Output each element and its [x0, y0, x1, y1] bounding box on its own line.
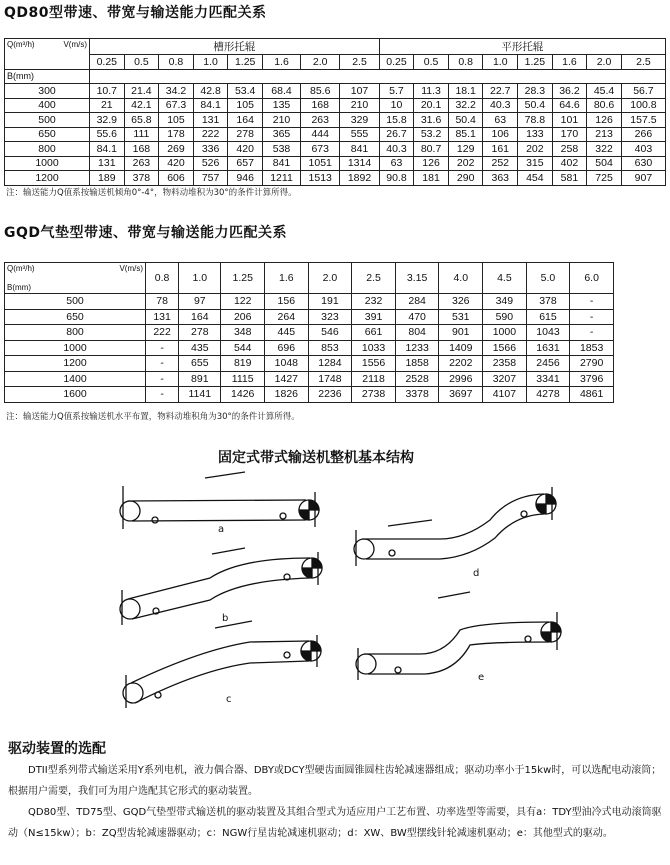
capacity-cell: 181 — [414, 171, 449, 186]
belt-width-cell: 500 — [5, 113, 90, 128]
capacity-cell: 28.3 — [518, 84, 553, 99]
capacity-cell: 263 — [301, 113, 340, 128]
capacity-cell: 1048 — [265, 356, 309, 372]
capacity-cell: 1853 — [570, 340, 614, 356]
capacity-cell: 64.6 — [552, 98, 587, 113]
capacity-cell: 661 — [352, 325, 396, 341]
capacity-cell: 1748 — [308, 371, 352, 387]
speed-header: 2.5 — [621, 55, 665, 70]
speed-header: 2.0 — [308, 263, 352, 294]
capacity-cell: 3341 — [526, 371, 570, 387]
capacity-cell: 84.1 — [90, 142, 125, 157]
capacity-cell: 1826 — [265, 387, 309, 403]
capacity-cell: 135 — [262, 98, 300, 113]
speed-header: 0.8 — [159, 55, 194, 70]
capacity-cell: 2202 — [439, 356, 483, 372]
capacity-cell: 630 — [621, 156, 665, 171]
speed-header: 1.6 — [262, 55, 300, 70]
speed-header: 2.0 — [587, 55, 622, 70]
capacity-cell: 1409 — [439, 340, 483, 356]
belt-width-cell: 1400 — [5, 371, 146, 387]
capacity-cell: 131 — [193, 113, 228, 128]
speed-header: 2.5 — [352, 263, 396, 294]
capacity-cell: 581 — [552, 171, 587, 186]
capacity-cell: 531 — [439, 309, 483, 325]
belt-width-cell: 1600 — [5, 387, 146, 403]
capacity-cell: 315 — [518, 156, 553, 171]
capacity-cell: 3378 — [395, 387, 439, 403]
belt-width-cell: 300 — [5, 84, 90, 99]
drive-paragraph-2: QD80型、TD75型、GQD气垫型带式输送机的驱动装置及其组合型式为适应用户工艺布置、功率选型等需要，具有a：TDY型油冷式电动滚筒驱动（N≤15kw）；b：ZQ型齿轮减速器驱动；c：NGW行星齿轮减速机驱动；d：XW、BW型摆线针轮减速机驱动；e：其他型式的驱动。 — [8, 807, 662, 839]
capacity-cell: 131 — [146, 309, 179, 325]
capacity-cell: 538 — [262, 142, 300, 157]
belt-width-cell: 650 — [5, 127, 90, 142]
capacity-cell: 78.8 — [518, 113, 553, 128]
capacity-cell: 946 — [228, 171, 263, 186]
capacity-cell: 278 — [179, 325, 221, 341]
capacity-cell: 11.3 — [414, 84, 449, 99]
capacity-cell: 126 — [587, 113, 622, 128]
capacity-cell: 1115 — [221, 371, 265, 387]
diagram-label-d: d — [473, 568, 480, 579]
capacity-cell: 891 — [179, 371, 221, 387]
capacity-cell: 420 — [159, 156, 194, 171]
capacity-cell: 80.6 — [587, 98, 622, 113]
capacity-cell: 40.3 — [483, 98, 518, 113]
belt-width-cell: 1200 — [5, 171, 90, 186]
capacity-cell: 178 — [159, 127, 194, 142]
belt-width-cell: 400 — [5, 98, 90, 113]
capacity-cell: - — [570, 325, 614, 341]
capacity-cell: 22.7 — [483, 84, 518, 99]
capacity-cell: 80.7 — [414, 142, 449, 157]
capacity-cell: 122 — [221, 294, 265, 310]
capacity-cell: - — [570, 309, 614, 325]
capacity-cell: 26.7 — [379, 127, 414, 142]
capacity-cell: 157.5 — [621, 113, 665, 128]
capacity-cell: 1566 — [483, 340, 527, 356]
drive-title: 驱动装置的选配 — [8, 741, 106, 757]
capacity-cell: 164 — [179, 309, 221, 325]
capacity-cell: 1211 — [262, 171, 300, 186]
capacity-cell: 1284 — [308, 356, 352, 372]
capacity-cell: 555 — [340, 127, 379, 142]
capacity-cell: 4861 — [570, 387, 614, 403]
capacity-cell: 673 — [301, 142, 340, 157]
capacity-cell: 657 — [228, 156, 263, 171]
capacity-cell: 1051 — [301, 156, 340, 171]
capacity-cell: 129 — [448, 142, 483, 157]
capacity-cell: 329 — [340, 113, 379, 128]
capacity-cell: - — [146, 387, 179, 403]
capacity-cell: 97 — [179, 294, 221, 310]
group-trough-header: 槽形托辊 — [90, 39, 380, 55]
capacity-cell: 42.8 — [193, 84, 228, 99]
capacity-cell: 18.1 — [448, 84, 483, 99]
speed-header: 2.0 — [301, 55, 340, 70]
diagram-label-b: b — [222, 613, 229, 624]
capacity-cell: 1892 — [340, 171, 379, 186]
capacity-cell: 269 — [159, 142, 194, 157]
capacity-cell: 222 — [146, 325, 179, 341]
speed-header: 1.6 — [265, 263, 309, 294]
capacity-cell: 2528 — [395, 371, 439, 387]
capacity-cell: 403 — [621, 142, 665, 157]
capacity-cell: 100.8 — [621, 98, 665, 113]
capacity-cell: 34.2 — [159, 84, 194, 99]
table2-title: GQD气垫型带速、带宽与输送能力匹配关系 — [4, 225, 288, 241]
conveyor-diagram-e — [356, 592, 561, 680]
speed-header: 0.8 — [448, 55, 483, 70]
capacity-cell: 50.4 — [518, 98, 553, 113]
speed-header: 6.0 — [570, 263, 614, 294]
table1-note: 注：输送能力Q值系按输送机倾角0°-4°，物料动堆积为30°的条件计算所得。 — [6, 188, 297, 198]
capacity-cell: 202 — [448, 156, 483, 171]
capacity-cell: 2456 — [526, 356, 570, 372]
capacity-cell: 420 — [228, 142, 263, 157]
capacity-cell: 504 — [587, 156, 622, 171]
capacity-cell: 126 — [414, 156, 449, 171]
header-b-label: B(mm) — [7, 283, 31, 292]
capacity-cell: 133 — [518, 127, 553, 142]
capacity-cell: 32.2 — [448, 98, 483, 113]
speed-header: 1.25 — [228, 55, 263, 70]
capacity-cell: 1033 — [352, 340, 396, 356]
diagram-label-e: e — [478, 672, 485, 683]
capacity-cell: 53.2 — [414, 127, 449, 142]
capacity-cell: 85.1 — [448, 127, 483, 142]
drive-paragraph-1: DTII型系列带式输送采用Y系列电机，液力偶合器、DBY或DCY型硬齿面圆锥圆柱齿轮减速器组成；驱动功率小于15kw时，可以选配电动滚筒；根据用户需要，我们可为用户选配其它形式的驱动装置。 — [8, 765, 662, 797]
capacity-cell: 435 — [179, 340, 221, 356]
capacity-cell: 15.8 — [379, 113, 414, 128]
capacity-cell: 105 — [159, 113, 194, 128]
capacity-cell: 50.4 — [448, 113, 483, 128]
belt-width-cell: 1000 — [5, 340, 146, 356]
speed-header: 0.5 — [124, 55, 159, 70]
capacity-cell: 391 — [352, 309, 396, 325]
header-v-label: V(m/s) — [63, 40, 87, 49]
capacity-cell: - — [146, 371, 179, 387]
capacity-cell: 323 — [308, 309, 352, 325]
capacity-cell: 210 — [340, 98, 379, 113]
capacity-cell: 1314 — [340, 156, 379, 171]
header-q-label: Q(m³/h) — [7, 264, 35, 273]
capacity-cell: 20.1 — [414, 98, 449, 113]
capacity-cell: 326 — [439, 294, 483, 310]
capacity-cell: 804 — [395, 325, 439, 341]
capacity-cell: 191 — [308, 294, 352, 310]
belt-width-cell: 500 — [5, 294, 146, 310]
capacity-cell: 168 — [301, 98, 340, 113]
belt-width-cell: 800 — [5, 142, 90, 157]
capacity-cell: 757 — [193, 171, 228, 186]
capacity-cell: 2118 — [352, 371, 396, 387]
capacity-cell: 4107 — [483, 387, 527, 403]
capacity-cell: 1043 — [526, 325, 570, 341]
capacity-cell: 156 — [265, 294, 309, 310]
capacity-cell: - — [146, 340, 179, 356]
capacity-cell: 105 — [228, 98, 263, 113]
capacity-cell: 101 — [552, 113, 587, 128]
capacity-cell: 349 — [483, 294, 527, 310]
capacity-cell: 2358 — [483, 356, 527, 372]
capacity-cell: 55.6 — [90, 127, 125, 142]
capacity-cell: 655 — [179, 356, 221, 372]
capacity-cell: 4278 — [526, 387, 570, 403]
capacity-cell: 3207 — [483, 371, 527, 387]
capacity-cell: 445 — [265, 325, 309, 341]
capacity-cell: 546 — [308, 325, 352, 341]
capacity-cell: 189 — [90, 171, 125, 186]
capacity-cell: 45.4 — [587, 84, 622, 99]
capacity-cell: 365 — [262, 127, 300, 142]
capacity-cell: 278 — [228, 127, 263, 142]
capacity-cell: 725 — [587, 171, 622, 186]
capacity-cell: 68.4 — [262, 84, 300, 99]
capacity-cell: - — [570, 294, 614, 310]
capacity-cell: 470 — [395, 309, 439, 325]
capacity-cell: 402 — [552, 156, 587, 171]
speed-header: 3.15 — [395, 263, 439, 294]
capacity-cell: 164 — [228, 113, 263, 128]
capacity-cell: 258 — [552, 142, 587, 157]
capacity-cell: 348 — [221, 325, 265, 341]
speed-header: 0.8 — [146, 263, 179, 294]
speed-header: 0.25 — [379, 55, 414, 70]
capacity-cell: 841 — [340, 142, 379, 157]
speed-header: 2.5 — [340, 55, 379, 70]
capacity-cell: 213 — [587, 127, 622, 142]
width-column-label: B(mm) — [5, 69, 90, 84]
structure-title: 固定式带式输送机整机基本结构 — [218, 450, 414, 466]
capacity-cell: 210 — [262, 113, 300, 128]
belt-width-cell: 1200 — [5, 356, 146, 372]
capacity-cell: 266 — [621, 127, 665, 142]
belt-width-cell: 1000 — [5, 156, 90, 171]
capacity-cell: 1858 — [395, 356, 439, 372]
capacity-cell: 10 — [379, 98, 414, 113]
capacity-cell: 841 — [262, 156, 300, 171]
capacity-cell: 161 — [483, 142, 518, 157]
capacity-cell: 40.3 — [379, 142, 414, 157]
capacity-cell: 111 — [124, 127, 159, 142]
capacity-cell: 78 — [146, 294, 179, 310]
capacity-cell: 901 — [439, 325, 483, 341]
capacity-cell: 444 — [301, 127, 340, 142]
capacity-cell: 1233 — [395, 340, 439, 356]
capacity-cell: 131 — [90, 156, 125, 171]
capacity-cell: 168 — [124, 142, 159, 157]
capacity-cell: 3796 — [570, 371, 614, 387]
capacity-cell: 819 — [221, 356, 265, 372]
speed-header: 5.0 — [526, 263, 570, 294]
capacity-cell: 606 — [159, 171, 194, 186]
capacity-cell: 107 — [340, 84, 379, 99]
speed-header: 0.5 — [414, 55, 449, 70]
capacity-cell: 2790 — [570, 356, 614, 372]
capacity-cell: 907 — [621, 171, 665, 186]
capacity-cell: 65.8 — [124, 113, 159, 128]
capacity-cell: 290 — [448, 171, 483, 186]
capacity-cell: 90.8 — [379, 171, 414, 186]
capacity-cell: 454 — [518, 171, 553, 186]
speed-header: 1.25 — [518, 55, 553, 70]
capacity-cell: 1426 — [221, 387, 265, 403]
speed-header: 1.0 — [193, 55, 228, 70]
table2-note: 注：输送能力Q值系按输送机水平布置，物料动堆积角为30°的条件计算所得。 — [6, 412, 300, 422]
capacity-cell: 1141 — [179, 387, 221, 403]
capacity-cell: 21 — [90, 98, 125, 113]
conveyor-diagram-b — [120, 548, 322, 625]
capacity-cell: 85.6 — [301, 84, 340, 99]
conveyor-diagram-c — [123, 621, 321, 708]
capacity-cell: 206 — [221, 309, 265, 325]
capacity-cell: 526 — [193, 156, 228, 171]
capacity-cell: 544 — [221, 340, 265, 356]
speed-header: 1.6 — [552, 55, 587, 70]
capacity-cell: 232 — [352, 294, 396, 310]
capacity-cell: 615 — [526, 309, 570, 325]
speed-header: 1.0 — [179, 263, 221, 294]
capacity-cell: 1556 — [352, 356, 396, 372]
capacity-cell: 378 — [526, 294, 570, 310]
capacity-cell: 67.3 — [159, 98, 194, 113]
capacity-cell: 63 — [379, 156, 414, 171]
capacity-cell: 63 — [483, 113, 518, 128]
capacity-cell: 1513 — [301, 171, 340, 186]
capacity-cell: 56.7 — [621, 84, 665, 99]
diagram-label-c: c — [226, 694, 232, 705]
capacity-cell: 363 — [483, 171, 518, 186]
speed-header: 1.0 — [483, 55, 518, 70]
capacity-cell: 202 — [518, 142, 553, 157]
capacity-cell: 36.2 — [552, 84, 587, 99]
header-q-label: Q(m³/h) — [7, 40, 35, 49]
capacity-cell: 263 — [124, 156, 159, 171]
capacity-cell: 53.4 — [228, 84, 263, 99]
capacity-cell: 21.4 — [124, 84, 159, 99]
capacity-cell: 853 — [308, 340, 352, 356]
conveyor-diagram-d — [354, 487, 556, 566]
capacity-cell: 252 — [483, 156, 518, 171]
belt-width-cell: 650 — [5, 309, 146, 325]
capacity-cell: 336 — [193, 142, 228, 157]
diagram-label-a: a — [218, 524, 225, 535]
capacity-cell: 284 — [395, 294, 439, 310]
conveyor-diagram-a — [120, 472, 319, 529]
speed-header: 4.5 — [483, 263, 527, 294]
speed-header: 4.0 — [439, 263, 483, 294]
capacity-cell: 31.6 — [414, 113, 449, 128]
capacity-cell: 42.1 — [124, 98, 159, 113]
capacity-cell: 32.9 — [90, 113, 125, 128]
belt-width-cell: 800 — [5, 325, 146, 341]
capacity-cell: 264 — [265, 309, 309, 325]
drive-description — [8, 760, 664, 844]
capacity-cell: 322 — [587, 142, 622, 157]
capacity-cell: 378 — [124, 171, 159, 186]
capacity-cell: - — [146, 356, 179, 372]
table1-title: QD80型带速、带宽与输送能力匹配关系 — [4, 5, 267, 21]
capacity-cell: 1631 — [526, 340, 570, 356]
capacity-cell: 106 — [483, 127, 518, 142]
capacity-cell: 1000 — [483, 325, 527, 341]
capacity-cell: 2738 — [352, 387, 396, 403]
capacity-cell: 10.7 — [90, 84, 125, 99]
capacity-cell: 5.7 — [379, 84, 414, 99]
capacity-cell: 2996 — [439, 371, 483, 387]
capacity-cell: 222 — [193, 127, 228, 142]
capacity-cell: 696 — [265, 340, 309, 356]
capacity-cell: 1427 — [265, 371, 309, 387]
group-flat-header: 平形托辊 — [379, 39, 665, 55]
capacity-cell: 3697 — [439, 387, 483, 403]
speed-header: 1.25 — [221, 263, 265, 294]
header-v-label: V(m/s) — [119, 264, 143, 273]
capacity-cell: 2236 — [308, 387, 352, 403]
speed-header: 0.25 — [90, 55, 125, 70]
capacity-cell: 84.1 — [193, 98, 228, 113]
capacity-cell: 170 — [552, 127, 587, 142]
capacity-cell: 590 — [483, 309, 527, 325]
